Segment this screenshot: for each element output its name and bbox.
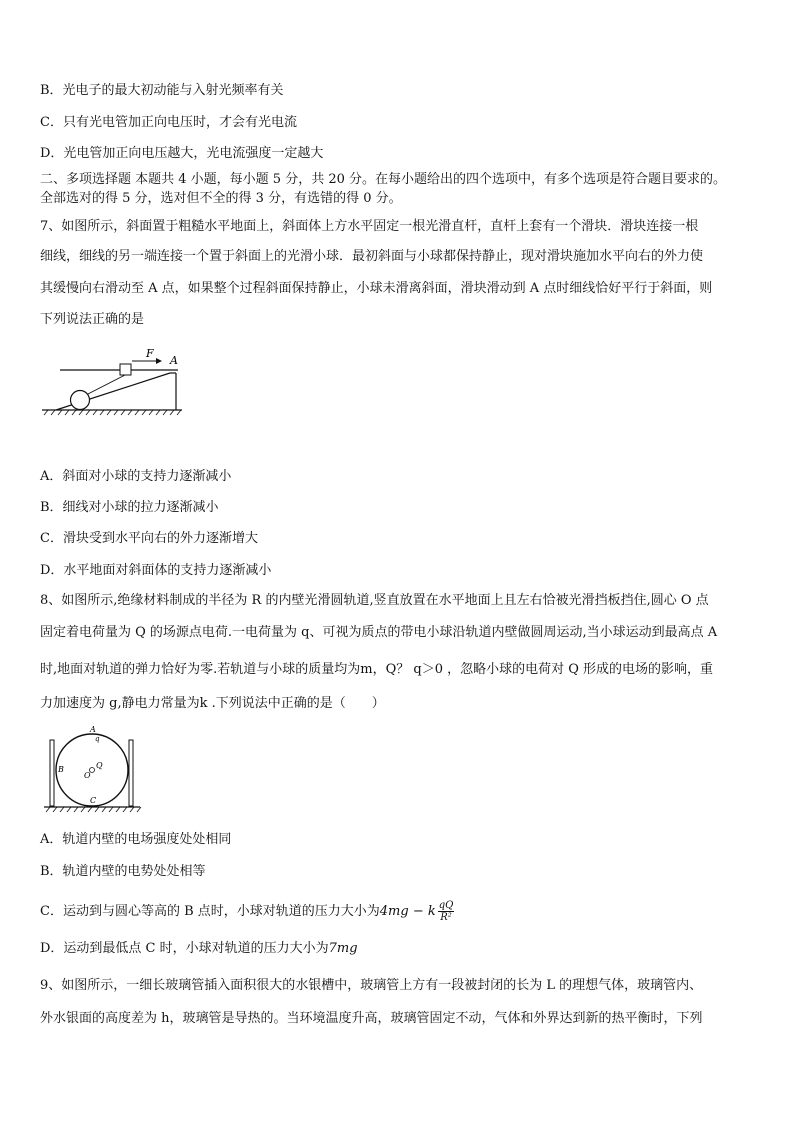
ground-hatching — [44, 410, 181, 415]
q8-option-c-expr: 4mg − k — [379, 904, 436, 919]
q8-option-d — [40, 941, 760, 957]
q8-option-d-expr: 7mg — [328, 941, 358, 956]
q8-stem-line3: 时,地面对轨道的弹力恰好为零.若轨道与小球的质量均为m，Q？ q＞0 ，忽略小球的电荷对 Q 形成的电场的影响，重 — [40, 662, 714, 677]
q7-option-b: B．细线对小球的拉力逐渐减小 — [40, 500, 219, 515]
label-q-large: Q — [96, 761, 103, 770]
q7-option-c: C．滑块受到水平向右的外力逐渐增大 — [40, 531, 258, 546]
label-q-small: q — [95, 735, 100, 743]
q8-option-c-text: C．运动到与圆心等高的 B 点时，小球对轨道的压力大小为 — [40, 904, 380, 919]
label-a: A — [90, 725, 96, 734]
q8-option-d-text: D．运动到最低点 C 时，小球对轨道的压力大小为 — [40, 941, 329, 956]
point-a-label: A — [170, 354, 178, 367]
q7-option-d: D．水平地面对斜面体的支持力逐渐减小 — [40, 563, 272, 578]
q6-option-c: C．只有光电管加正向电压时，才会有光电流 — [40, 115, 297, 130]
ground-hatching — [46, 807, 141, 812]
q8-option-c-fraction — [438, 900, 455, 923]
fraction-numerator: qQ — [438, 900, 454, 911]
q7-stem-line1: 7、如图所示，斜面置于粗糙水平地面上，斜面体上方水平固定一根光滑直杆，直杆上套有一个滑块．滑块连接一根 — [40, 219, 699, 234]
q9-stem-line2: 外水银面的高度差为 h，玻璃管是导热的。当环境温度升高，玻璃管固定不动，气体和外界达到新的热平衡时，下列 — [40, 1011, 703, 1026]
q9-stem-line1: 9、如图所示，一细长玻璃管插入面积很大的水银槽中，玻璃管上方有一段被封闭的长为 L 的理想气体，玻璃管内、 — [40, 978, 703, 993]
slider-block — [120, 364, 131, 375]
force-arrowhead — [156, 358, 162, 364]
label-b: B — [58, 765, 64, 774]
thread — [86, 375, 125, 395]
q8-option-c — [40, 898, 760, 926]
q7-stem-line3: 其缓慢向右滑动至 A 点，如果整个过程斜面保持静止，小球未滑离斜面，滑块滑动到 A 点时细线恰好平行于斜面，则 — [40, 281, 713, 296]
fraction-denominator: R² — [440, 912, 452, 923]
q8-option-a: A．轨道内壁的电场强度处处相同 — [40, 832, 232, 847]
q8-option-b: B．轨道内壁的电势处处相等 — [40, 864, 206, 879]
q7-option-a: A．斜面对小球的支持力逐渐减小 — [40, 469, 232, 484]
label-o: O — [84, 771, 91, 780]
left-baffle — [50, 740, 54, 806]
q7-stem-line2: 细线，细线的另一端连接一个置于斜面上的光滑小球．最初斜面与小球都保持静止，现对滑块施加水平向右的外力使 — [40, 249, 704, 264]
ball — [71, 391, 90, 410]
q8-stem-line2: 固定着电荷量为 Q 的场源点电荷.一电荷量为 q、可视为质点的带电小球沿轨道内壁做圆周运动,当小球运动到最高点 A — [40, 625, 718, 640]
force-label: F — [146, 347, 154, 360]
q7-stem-line4: 下列说法正确的是 — [40, 312, 145, 327]
label-c: C — [90, 796, 97, 805]
q6-option-b: B．光电子的最大初动能与入射光频率有关 — [40, 83, 284, 98]
section-header-line2: 全部选对的得 5 分，选对但不全的得 3 分，有选错的得 0 分。 — [40, 191, 402, 206]
q6-option-d: D．光电管加正向电压越大，光电流强度一定越大 — [40, 146, 324, 161]
right-baffle — [129, 740, 133, 806]
q8-stem-line1: 8、如图所示,绝缘材料制成的半径为 R 的内壁光滑圆轨道,竖直放置在水平地面上且左右恰被光滑挡板挡住,圆心 O 点 — [40, 593, 709, 608]
q7-incline-figure — [38, 340, 188, 422]
section-header-line1: 二、多项选择题 本题共 4 小题，每小题 5 分，共 20 分。在每小题给出的四个选项中，有多个选项是符合题目要求的。 — [40, 172, 727, 187]
q8-circular-track-figure — [40, 722, 144, 814]
q8-stem-line4: 力加速度为 g,静电力常量为k .下列说法中正确的是（ ） — [40, 696, 385, 711]
